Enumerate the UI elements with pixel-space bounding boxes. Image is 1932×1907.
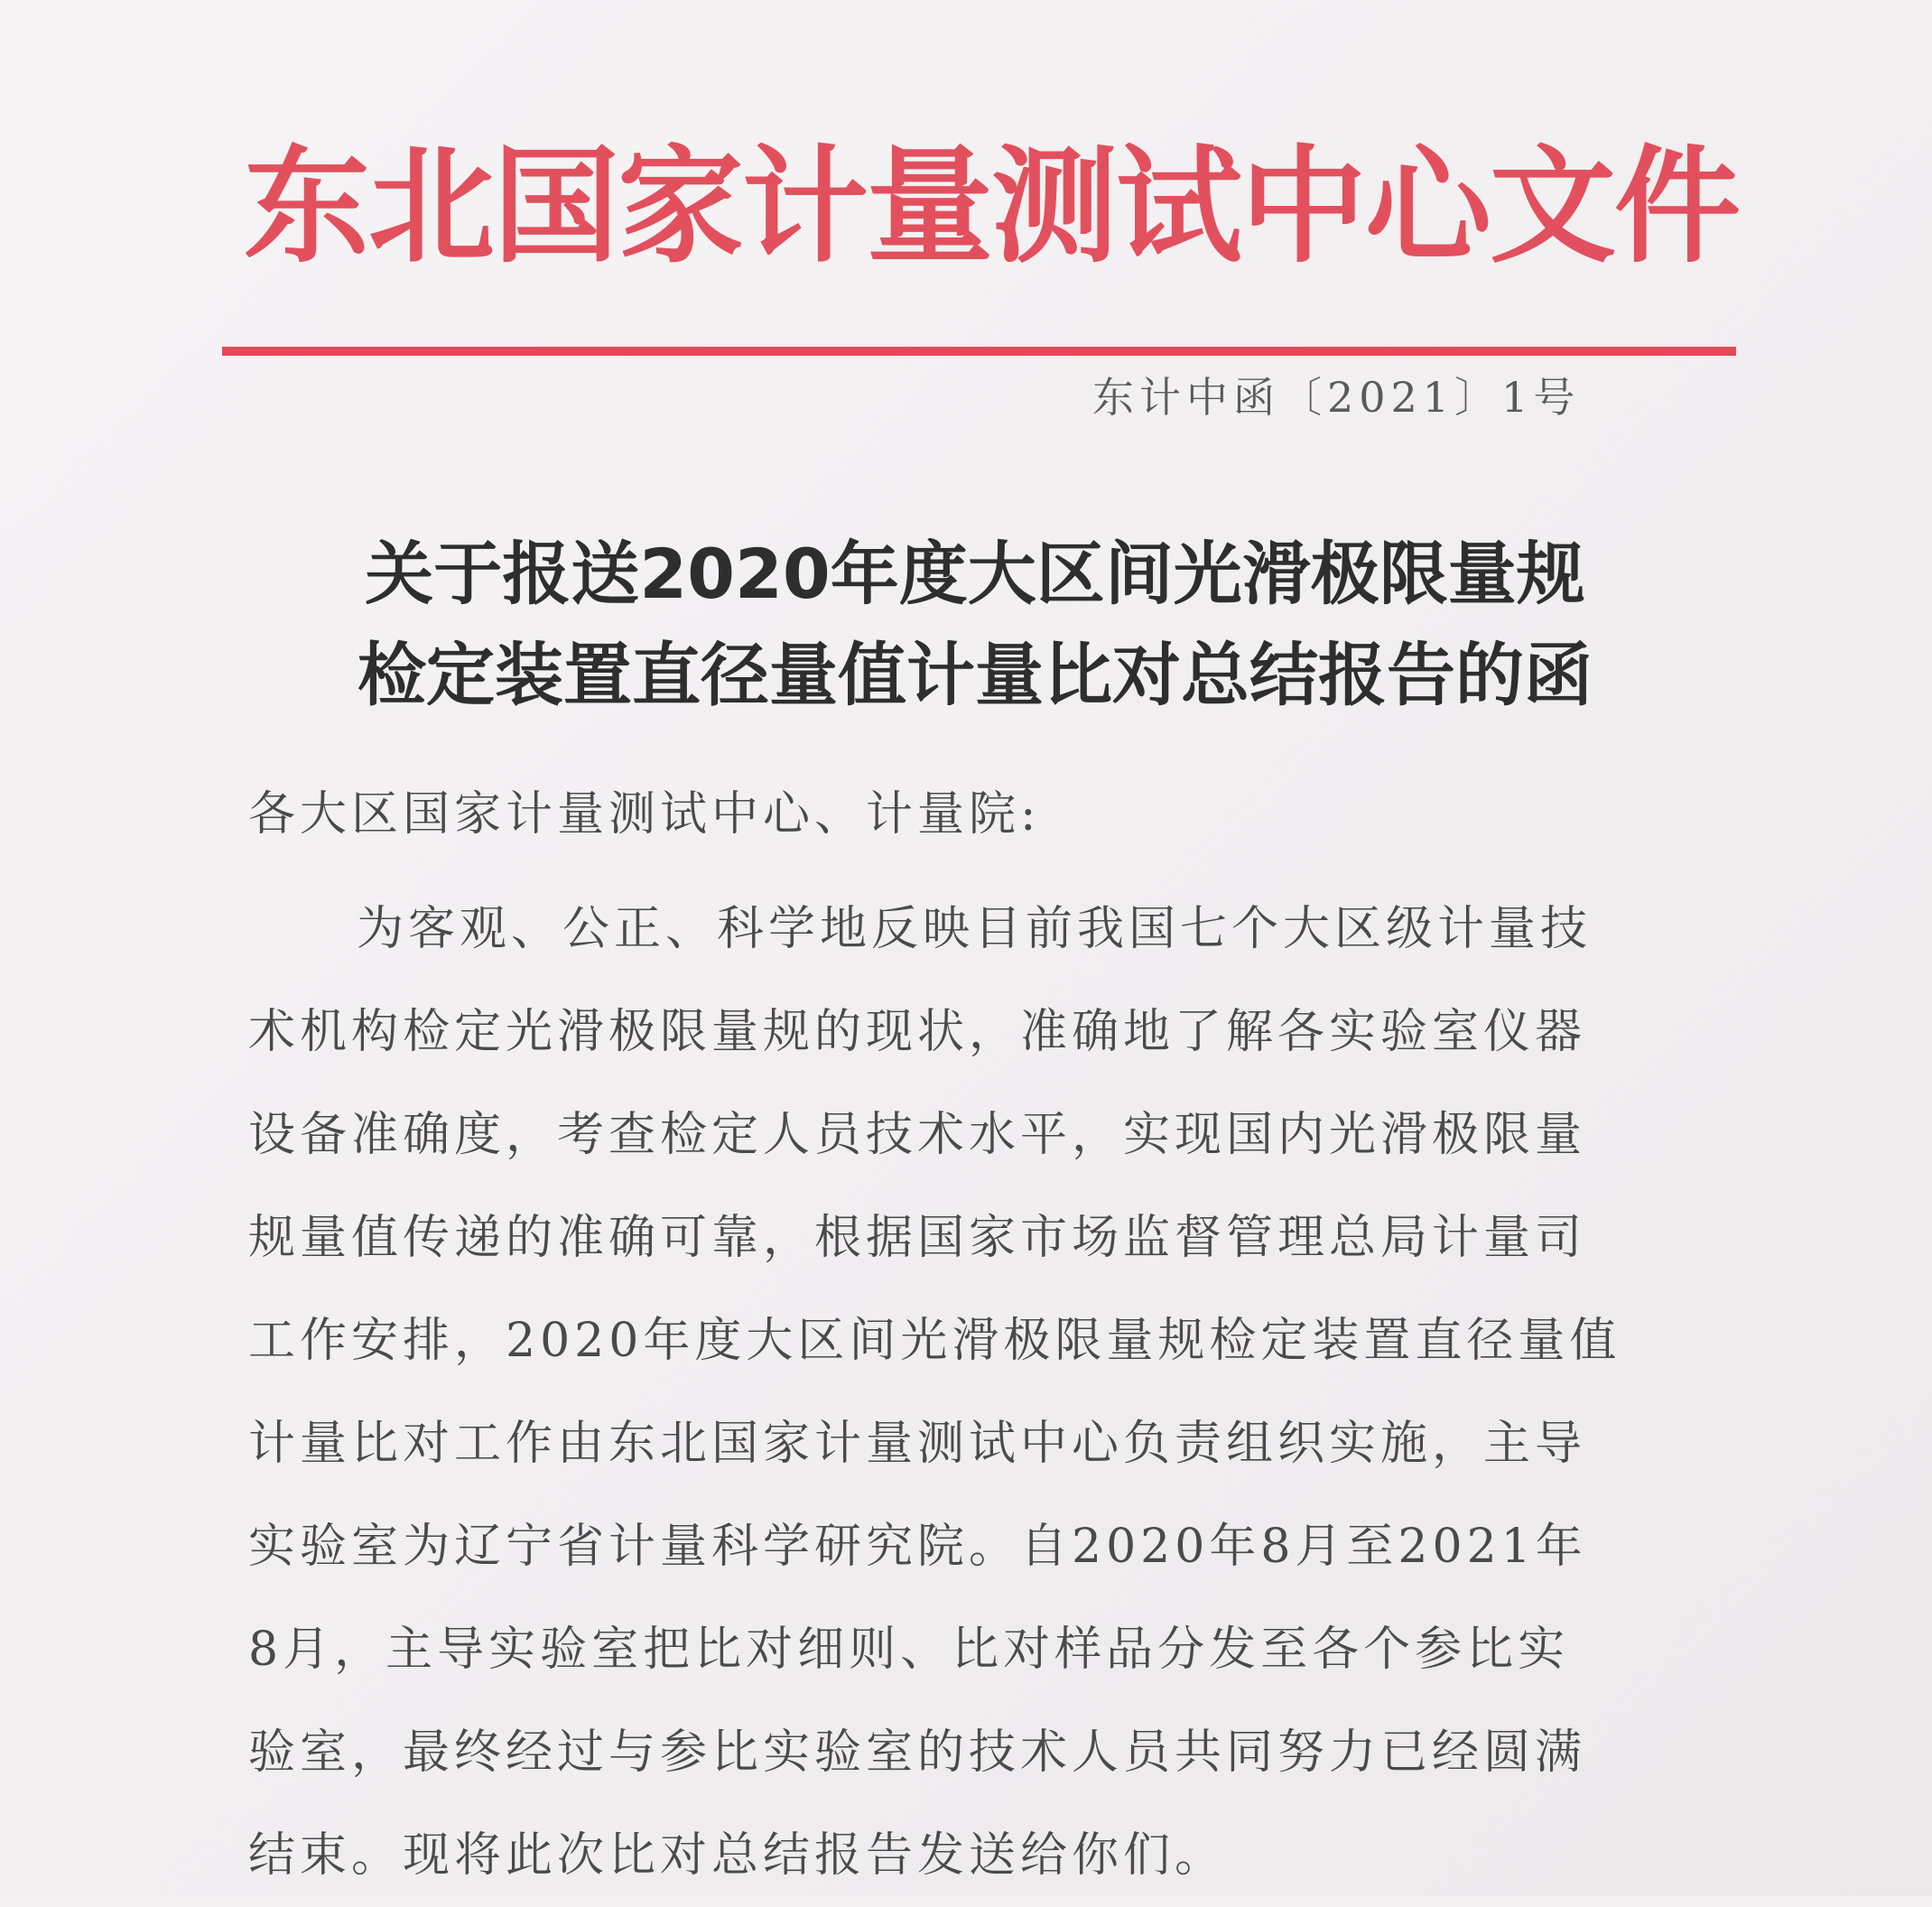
document-title (253, 524, 1697, 726)
red-divider-rule (222, 347, 1736, 356)
body-line: 计量比对工作由东北国家计量测试中心负责组织实施，主导 (248, 1417, 1587, 1471)
body-line: 工作安排，2020年度大区间光滑极限量规检定装置直径量值 (248, 1314, 1621, 1368)
salutation: 各大区国家计量测试中心、计量院: (248, 787, 1041, 842)
org-masthead-title: 东北国家计量测试中心文件 (244, 134, 1740, 281)
body-text (248, 878, 1621, 1907)
body-line: 设备准确度，考查检定人员技术水平，实现国内光滑极限量 (248, 1108, 1587, 1162)
body-line: 8月，主导实验室把比对细则、比对样品分发至各个参比实 (248, 1623, 1570, 1677)
body-line: 实验室为辽宁省计量科学研究院。自2020年8月至2021年 (248, 1520, 1587, 1574)
body-line: 结束。现将此次比对总结报告发送给你们。 (248, 1828, 1227, 1883)
body-line: 术机构检定光滑极限量规的现状，准确地了解各实验室仪器 (248, 1005, 1587, 1059)
document-title-line-2: 检定装置直径量值计量比对总结报告的函 (358, 635, 1593, 715)
body-line: 规量值传递的准确可靠，根据国家市场监督管理总局计量司 (248, 1211, 1587, 1265)
body-line: 验室，最终经过与参比实验室的技术人员共同努力已经圆满 (248, 1726, 1587, 1780)
body-line: 为客观、公正、科学地反映目前我国七个大区级计量技 (357, 902, 1593, 956)
document-number: 东计中函〔2021〕1号 (1092, 373, 1581, 422)
document-title-line-1: 关于报送2020年度大区间光滑极限量规 (365, 534, 1585, 614)
